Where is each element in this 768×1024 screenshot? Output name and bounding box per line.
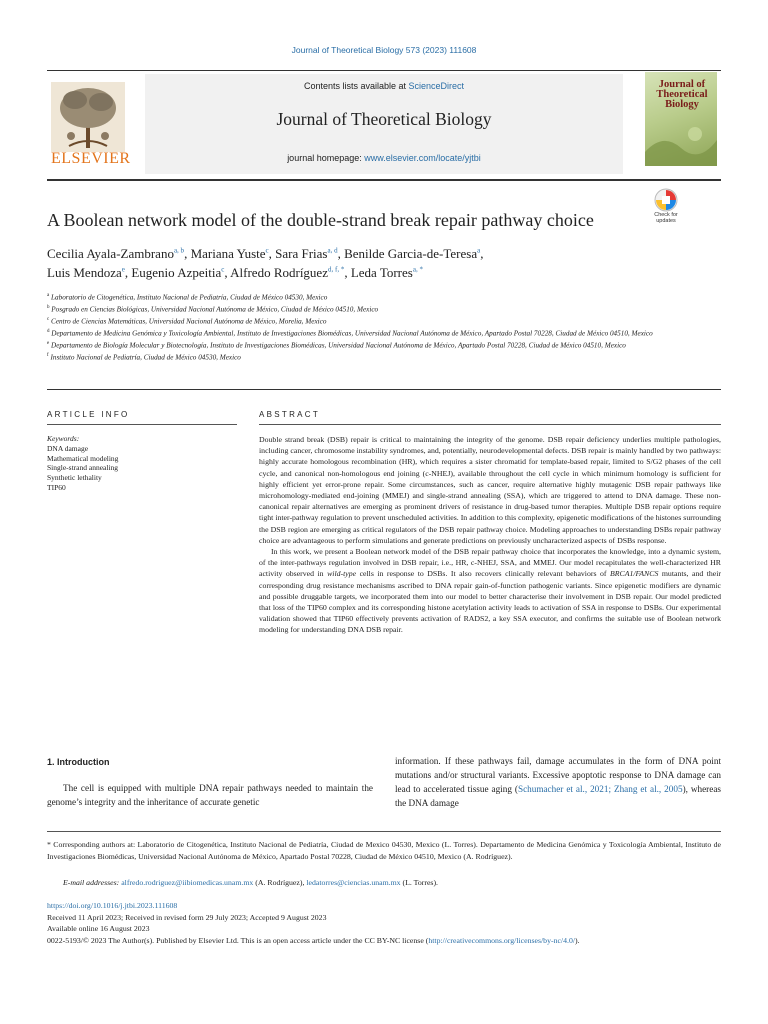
author-name[interactable]: Benilde Garcia-de-Teresa xyxy=(344,246,478,261)
keyword-item: Synthetic lethality xyxy=(47,473,102,483)
publisher-logo-text: ELSEVIER xyxy=(51,150,131,167)
keyword-item: Single-strand annealing xyxy=(47,463,119,473)
email-link-torres[interactable]: ledatorres@ciencias.unam.mx xyxy=(306,878,401,887)
footnote-rule xyxy=(47,831,721,832)
abstract-p2-italic-genes: BRCA1/FANCS xyxy=(609,569,659,579)
affiliation-text: Departamento de Medicina Genómica y Toxicología Ambiental, Instituto de Investigaciones Biomédicas, Universidad Nacional Autónoma de México, Apartado Postal 70228, Ciudad de México 04510, Mexico xyxy=(51,329,653,338)
author-name[interactable]: Leda Torres xyxy=(350,265,413,280)
contents-prefix: Contents lists available at xyxy=(303,81,409,91)
author-list-line-2: Luis Mendoza$^e$, Eugenio Azpeitia$^c$, Alfredo Rodríguez$^{d, f, *}$, Leda Torres$^{a, *}$ xyxy=(47,265,423,280)
introduction-column-right xyxy=(395,754,721,810)
intro-left-paragraph: The cell is equipped with multiple DNA repair pathways needed to maintain the genome’s integrity and the inheritance of accurate genetic xyxy=(47,783,373,807)
email-link-rodriguez[interactable]: alfredo.rodriguez@iibiomedicas.unam.mx xyxy=(121,878,254,887)
abstract-body xyxy=(259,434,721,636)
license-link[interactable]: http://creativecommons.org/licenses/by-nc/4.0/ xyxy=(428,935,576,945)
sciencedirect-link[interactable]: ScienceDirect xyxy=(408,81,465,91)
affiliation-item xyxy=(47,291,677,303)
citation-link-schumacher-zhang[interactable]: Schumacher et al., 2021; Zhang et al., 2005 xyxy=(517,784,683,794)
journal-masthead xyxy=(47,70,721,180)
affiliation-item xyxy=(47,303,677,315)
abstract-p2-part-c: mutants, and their corresponding drug resistance mechanisms ascribed to DNA repair gain-of-function pathogenic variants. Since epigenetic modifiers are dynamic and possible druggable targets, we incorporated them into our model to better characterise their involvement in DSB repair. Our model predicted that loss of the TIP60 complex and its corresponding histone acetylation activity leads to activation of SSA in response to DSBs. Our experimental validation showed that TIP60 effectively prevents activation of RADS2, a key SSA executor, and confirms the suitable use of Boolean network modeling for understanding DNA DSB repair. xyxy=(259,569,722,635)
emails-label: E-mail addresses: xyxy=(63,878,122,887)
author-name[interactable]: Mariana Yuste xyxy=(190,246,266,261)
affiliation-text: Posgrado en Ciencias Biológicas, Universidad Nacional Autónoma de México, Ciudad de México 04510, Mexico xyxy=(51,305,379,314)
email-owner-rodriguez: (A. Rodríguez), xyxy=(253,878,307,887)
author-name[interactable]: Sara Frias xyxy=(275,246,328,261)
received-dates: Received 11 April 2023; Received in revised form 29 July 2023; Accepted 9 August 2023 xyxy=(47,912,327,922)
affiliation-item xyxy=(47,339,677,351)
abstract-p2-part-a: In this work, we present a Boolean network model of the DSB repair pathway choice that incorporates the knowledge, into a dynamic system, of the inter-pathways regulation involved in DSB repair, i.e., HR, c-NHEJ, SSA, and MMEJ. Our model recapitulates the well-characterized HR activity observed in xyxy=(259,547,721,579)
affiliation-text: Departamento de Biología Molecular y Biotecnología, Instituto de Investigaciones Biomédicas, Universidad Nacional Autónoma de México, Apartado Postal 70228, Ciudad de México 04510, Mexico xyxy=(51,341,626,350)
author-affiliation-mark[interactable]: d, f, * xyxy=(327,265,345,274)
email-addresses xyxy=(63,878,438,887)
affiliations-divider xyxy=(47,389,721,390)
journal-cover-thumbnail[interactable] xyxy=(645,72,717,166)
abstract-p2-italic-wild-type: wild-type xyxy=(327,569,357,579)
journal-title: Journal of Theoretical Biology xyxy=(276,109,492,129)
keywords-block xyxy=(47,434,118,493)
intro-right-part-a: information. If these pathways fail, damage accumulates in the form of DNA point mutations and/or structural variants. Excessive apoptotic response to DNA damage can lead to accelerated tissue aging ( xyxy=(395,756,721,794)
article-info-heading: ARTICLE INFO xyxy=(47,410,130,419)
affiliation-item xyxy=(47,327,677,339)
masthead-center-panel xyxy=(145,74,623,174)
cover-title: Journal of Theoretical Biology xyxy=(656,79,708,110)
author-affiliation-mark[interactable]: e xyxy=(121,265,125,274)
crossmark-label: Check for updates xyxy=(654,212,678,224)
article-info-rule xyxy=(47,424,237,425)
license-part-a: 0022-5193/© 2023 The Author(s). Published by Elsevier Ltd. This is an open access article under the CC BY-NC license ( xyxy=(47,935,429,945)
keyword-item: Mathematical modeling xyxy=(47,453,119,463)
affiliation-text: Laboratorio de Citogenética, Instituto Nacional de Pediatría, Ciudad de México 04530, Mexico xyxy=(51,293,328,302)
abstract-rule xyxy=(259,424,721,425)
affiliation-mark: f xyxy=(47,352,49,358)
keywords-list xyxy=(47,444,118,493)
affiliations-list xyxy=(47,291,677,363)
homepage-prefix: journal homepage: xyxy=(287,153,365,163)
keyword-item: DNA damage xyxy=(47,443,89,453)
affiliation-mark: e xyxy=(47,340,50,346)
introduction-column-left xyxy=(47,781,373,809)
check-for-updates-badge[interactable] xyxy=(650,188,682,230)
license-part-b: ). xyxy=(575,935,580,945)
introduction-heading: 1. Introduction xyxy=(47,757,110,767)
masthead-top-rule xyxy=(47,70,721,71)
journal-homepage-link[interactable]: www.elsevier.com/locate/yjtbi xyxy=(364,153,481,163)
author-list-line-1: Cecilia Ayala-Zambrano$^{a, b}$, Mariana Yuste$^c$, Sara Frias$^{a, d}$, Benilde Garcia-de-Teresa$^a$, xyxy=(47,246,484,261)
author-affiliation-mark[interactable]: a, b xyxy=(173,246,185,255)
abstract-heading: ABSTRACT xyxy=(259,410,321,419)
author-affiliation-mark[interactable]: c xyxy=(221,265,225,274)
publication-metadata xyxy=(47,900,721,946)
author-affiliation-mark[interactable]: a xyxy=(477,246,481,255)
abstract-paragraph-1: Double strand break (DSB) repair is critical to maintaining the integrity of the genome. DSB repair deficiency underlies multiple pathologies, including cancer, chromosome instability syndromes, and, potentially, neurodevelopmental defects. DSB repair is mainly handled by two pathways: highly accurate homologous recombination (HR), which requires a sister chromatid for template-based repair, limited to S/G2 phases of the cell cycle, and canonical non-homologous end joining (c-NHEJ), available throughout the cell cycle in which minimum homology is sufficient for highly efficient yet error-prone repair. Some circumstances, such as cancer, require alternative highly mutagenic DSB repair pathways like microhomology-mediated end-joining (MMEJ) and single-strand annealing (SSA), which are triggered to attend to DNA damage. These non-canonical repair alternatives are emerging as prominent drivers of resistance in drug-based tumor therapies. Multiple DSB repair options require tight inter-pathway regulation to prevent unscheduled activities. In addition to this complexity, epigenetic modifications of the histones surrounding the DSB region are emerging as critical regulators of the DSB repair pathway choice. Modeling approaches to understanding DSBs repair pathway choice are advantageous to perform simulations and generate predictions on previously uncharacterized aspects of DSBs response. xyxy=(259,435,721,545)
affiliation-mark: a xyxy=(47,293,50,298)
corresponding-author-footnote xyxy=(47,839,721,863)
affiliation-mark: c xyxy=(47,316,50,322)
intro-right-paragraph xyxy=(395,754,721,810)
affiliation-text: Instituto Nacional de Pediatría, Ciudad de México 04530, Mexico xyxy=(50,353,241,362)
masthead-bottom-rule xyxy=(47,179,721,181)
keywords-label: Keywords: xyxy=(47,434,80,443)
abstract-p2-part-b: cells in response to DSBs. It also recovers clinically relevant behaviors of xyxy=(356,569,610,579)
article-title: A Boolean network model of the double-strand break repair pathway choice xyxy=(47,210,594,230)
affiliation-item xyxy=(47,315,677,327)
affiliation-item xyxy=(47,351,677,363)
author-name[interactable]: Luis Mendoza xyxy=(47,265,122,280)
affiliation-mark: b xyxy=(47,304,50,310)
affiliation-text: Centro de Ciencias Matemáticas, Universidad Nacional Autónoma de México, Morelia, Mexico xyxy=(51,317,327,326)
contents-line xyxy=(145,81,623,91)
affiliation-mark: d xyxy=(47,328,50,334)
author-name[interactable]: Eugenio Azpeitia xyxy=(131,265,222,280)
footnote-text: * Corresponding authors at: Laboratorio de Citogenética, Instituto Nacional de Pediatría, Ciudad de Mexico 04530, Mexico (L. Torres). Departamento de Medicina Genómica y Toxicología Ambiental, Instituto de Investigaciones Biomédicas, Universidad Nacional Autónoma de México, Apartado Postal 70228, Ciudad de México 04510, Mexico (A. Rodríguez). xyxy=(47,840,721,861)
homepage-line xyxy=(145,153,623,163)
abstract-paragraph-2 xyxy=(259,546,721,636)
journal-citation-header[interactable]: Journal of Theoretical Biology 573 (2023) 111608 xyxy=(291,45,477,55)
author-name[interactable]: Cecilia Ayala-Zambrano xyxy=(47,246,174,261)
license-statement xyxy=(47,935,721,947)
crossmark-icon xyxy=(650,188,682,212)
author-affiliation-mark[interactable]: c xyxy=(265,246,269,255)
email-owner-torres: (L. Torres). xyxy=(400,878,438,887)
keyword-item: TIP60 xyxy=(47,482,66,492)
cover-artwork-icon xyxy=(645,122,717,166)
available-online-date: Available online 16 August 2023 xyxy=(47,924,150,933)
doi-link[interactable]: https://doi.org/10.1016/j.jtbi.2023.111608 xyxy=(47,901,178,910)
intro-right-part-b: ), whereas the DNA damage xyxy=(395,784,721,808)
author-affiliation-mark[interactable]: a, d xyxy=(327,246,338,255)
author-affiliation-mark[interactable]: a, * xyxy=(412,265,423,274)
author-name[interactable]: Alfredo Rodríguez xyxy=(230,265,328,280)
